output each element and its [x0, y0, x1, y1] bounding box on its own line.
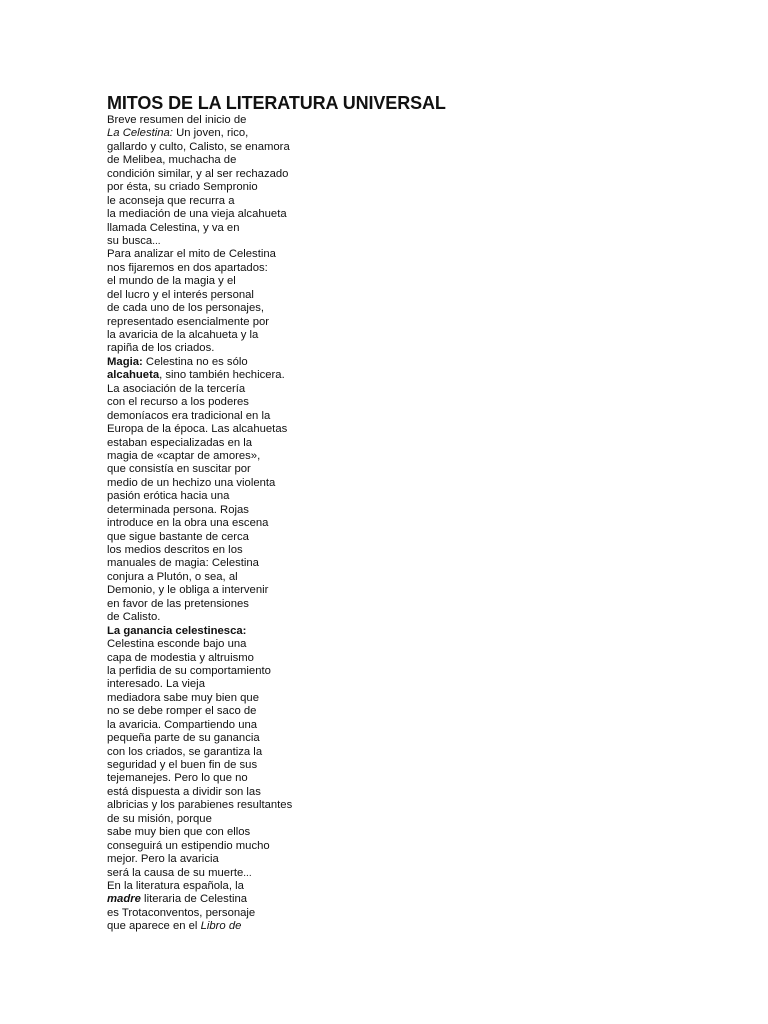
text-line	[107, 786, 527, 799]
text-line	[107, 867, 527, 880]
text-line	[107, 383, 527, 396]
text-segment: La asociación de la tercería	[107, 382, 246, 395]
text-line	[107, 369, 527, 382]
text-segment: Un joven, rico,	[172, 127, 249, 140]
text-segment: Europa de la época. Las alcahuetas	[107, 423, 288, 436]
text-line	[107, 248, 527, 261]
text-line	[107, 504, 527, 517]
text-line	[107, 463, 527, 476]
text-line	[107, 316, 527, 329]
text-segment: manuales de magia: Celestina	[107, 557, 259, 570]
text-line	[107, 181, 527, 194]
text-line	[107, 329, 527, 342]
document-title: MITOS DE LA LITERATURA UNIVERSAL	[107, 93, 446, 113]
text-segment: la perfidia de su comportamiento	[107, 664, 271, 677]
text-segment: En la literatura española, la	[107, 879, 244, 892]
text-segment: , sino también hechicera.	[159, 369, 285, 382]
text-segment: llamada Celestina, y va en	[107, 221, 240, 234]
text-line	[107, 732, 527, 745]
text-segment: por ésta, su criado Sempronio	[107, 181, 258, 194]
text-line	[107, 544, 527, 557]
text-segment: mejor. Pero la avaricia	[107, 853, 219, 866]
text-line	[107, 396, 527, 409]
text-line	[107, 907, 527, 920]
text-line	[107, 705, 527, 718]
text-line	[107, 880, 527, 893]
text-segment: la mediación de una vieja alcahueta	[107, 208, 287, 221]
text-segment: gallardo y culto, Calisto, se enamora	[107, 140, 290, 153]
text-line	[107, 665, 527, 678]
text-line	[107, 652, 527, 665]
text-line	[107, 275, 527, 288]
text-segment: es Trotaconventos, personaje	[107, 906, 256, 919]
document-page	[107, 92, 527, 934]
text-segment: en favor de las pretensiones	[107, 597, 249, 610]
text-line	[107, 490, 527, 503]
text-line	[107, 302, 527, 315]
text-line	[107, 195, 527, 208]
text-line	[107, 625, 527, 638]
text-segment: Celestina no es sólo	[142, 355, 248, 368]
text-line	[107, 235, 527, 248]
text-segment: introduce en la obra una escena	[107, 517, 269, 530]
text-line	[107, 584, 527, 597]
text-segment: ...	[243, 867, 252, 879]
text-line	[107, 826, 527, 839]
text-segment: condición similar, y al ser rechazado	[107, 167, 289, 180]
text-segment: que consistía en suscitar por	[107, 463, 251, 476]
text-line	[107, 154, 527, 167]
text-segment: determinada persona. Rojas	[107, 503, 249, 516]
text-segment: Magia:	[107, 355, 143, 368]
text-segment: del lucro y el interés personal	[107, 288, 254, 301]
text-segment: nos fijaremos en dos apartados:	[107, 261, 268, 274]
text-segment: de cada uno de los personajes,	[107, 302, 265, 315]
text-segment: La ganancia celestinesca:	[107, 624, 247, 637]
text-segment: albricias y los parabienes resultantes	[107, 799, 293, 812]
text-segment: rapiña de los criados.	[107, 342, 215, 355]
text-line	[107, 437, 527, 450]
text-segment: conjura a Plutón, o sea, al	[107, 570, 238, 583]
text-line	[107, 772, 527, 785]
text-line	[107, 168, 527, 181]
text-segment: de Calisto.	[107, 611, 161, 624]
text-segment: de su misión, porque	[107, 812, 212, 825]
text-line	[107, 289, 527, 302]
text-segment: sabe muy bien que con ellos	[107, 826, 251, 839]
text-segment: ...	[152, 235, 161, 247]
text-line	[107, 450, 527, 463]
text-segment: madre	[107, 893, 141, 906]
text-line	[107, 692, 527, 705]
text-line	[107, 356, 527, 369]
text-segment: Demonio, y le obliga a intervenir	[107, 584, 269, 597]
text-line	[107, 678, 527, 691]
text-segment: conseguirá un estipendio mucho	[107, 839, 270, 852]
text-segment: los medios descritos en los	[107, 544, 243, 556]
text-segment: alcahueta	[107, 369, 160, 382]
text-segment: tejemanejes. Pero lo que no	[107, 772, 248, 785]
text-line	[107, 410, 527, 423]
text-line	[107, 920, 527, 933]
text-segment: la avaricia. Compartiendo una	[107, 718, 258, 731]
text-line	[107, 423, 527, 436]
text-line	[107, 477, 527, 490]
text-segment: no se debe romper el saco de	[107, 705, 257, 718]
text-line	[107, 222, 527, 235]
document-body	[107, 114, 527, 934]
text-segment: pasión erótica hacia una	[107, 490, 230, 503]
text-line	[107, 342, 527, 355]
text-line	[107, 853, 527, 866]
text-line	[107, 208, 527, 221]
text-line	[107, 557, 527, 570]
text-segment: con los criados, se garantiza la	[107, 745, 263, 758]
text-segment: su busca	[107, 234, 153, 247]
text-segment: el mundo de la magia y el	[107, 275, 236, 288]
text-line	[107, 531, 527, 544]
text-segment: de Melibea, muchacha de	[107, 154, 237, 167]
text-segment: será la causa de su muerte	[107, 866, 244, 879]
text-line	[107, 598, 527, 611]
text-segment: está dispuesta a dividir son las	[107, 785, 261, 798]
text-line	[107, 127, 527, 140]
text-segment: que sigue bastante de cerca	[107, 530, 249, 543]
text-segment: La Celestina:	[107, 127, 173, 140]
text-line	[107, 517, 527, 530]
text-line	[107, 262, 527, 275]
text-segment: capa de modestia y altruismo	[107, 651, 254, 664]
text-segment: seguridad y el buen fin de sus	[107, 759, 258, 771]
text-line	[107, 813, 527, 826]
text-segment: estaban especializadas en la	[107, 436, 253, 449]
text-segment: representado esencialmente por	[107, 315, 270, 328]
text-line	[107, 114, 527, 127]
text-line	[107, 638, 527, 651]
text-line	[107, 759, 527, 772]
text-segment: le aconseja que recurra a	[107, 194, 235, 207]
text-segment: medio de un hechizo una violenta	[107, 476, 276, 489]
text-segment: magia de «captar de amores»,	[107, 449, 261, 462]
text-segment: pequeña parte de su ganancia	[107, 732, 260, 745]
text-line	[107, 141, 527, 154]
text-line	[107, 799, 527, 812]
text-segment: que aparece en el	[107, 920, 201, 933]
text-segment: interesado. La vieja	[107, 678, 205, 691]
text-line	[107, 611, 527, 624]
text-segment: demoníacos era tradicional en la	[107, 409, 271, 422]
text-segment: Breve resumen del inicio de	[107, 114, 247, 126]
text-segment: mediadora sabe muy bien que	[107, 691, 259, 704]
text-line	[107, 746, 527, 759]
text-segment: Celestina esconde bajo una	[107, 638, 247, 651]
text-line	[107, 893, 527, 906]
text-segment: con el recurso a los poderes	[107, 396, 249, 409]
text-segment: Para analizar el mito de Celestina	[107, 248, 276, 261]
text-line	[107, 571, 527, 584]
text-line	[107, 840, 527, 853]
text-segment: Libro de	[200, 920, 242, 933]
text-line	[107, 719, 527, 732]
text-segment: literaria de Celestina	[140, 893, 248, 906]
text-segment: la avaricia de la alcahueta y la	[107, 329, 259, 341]
